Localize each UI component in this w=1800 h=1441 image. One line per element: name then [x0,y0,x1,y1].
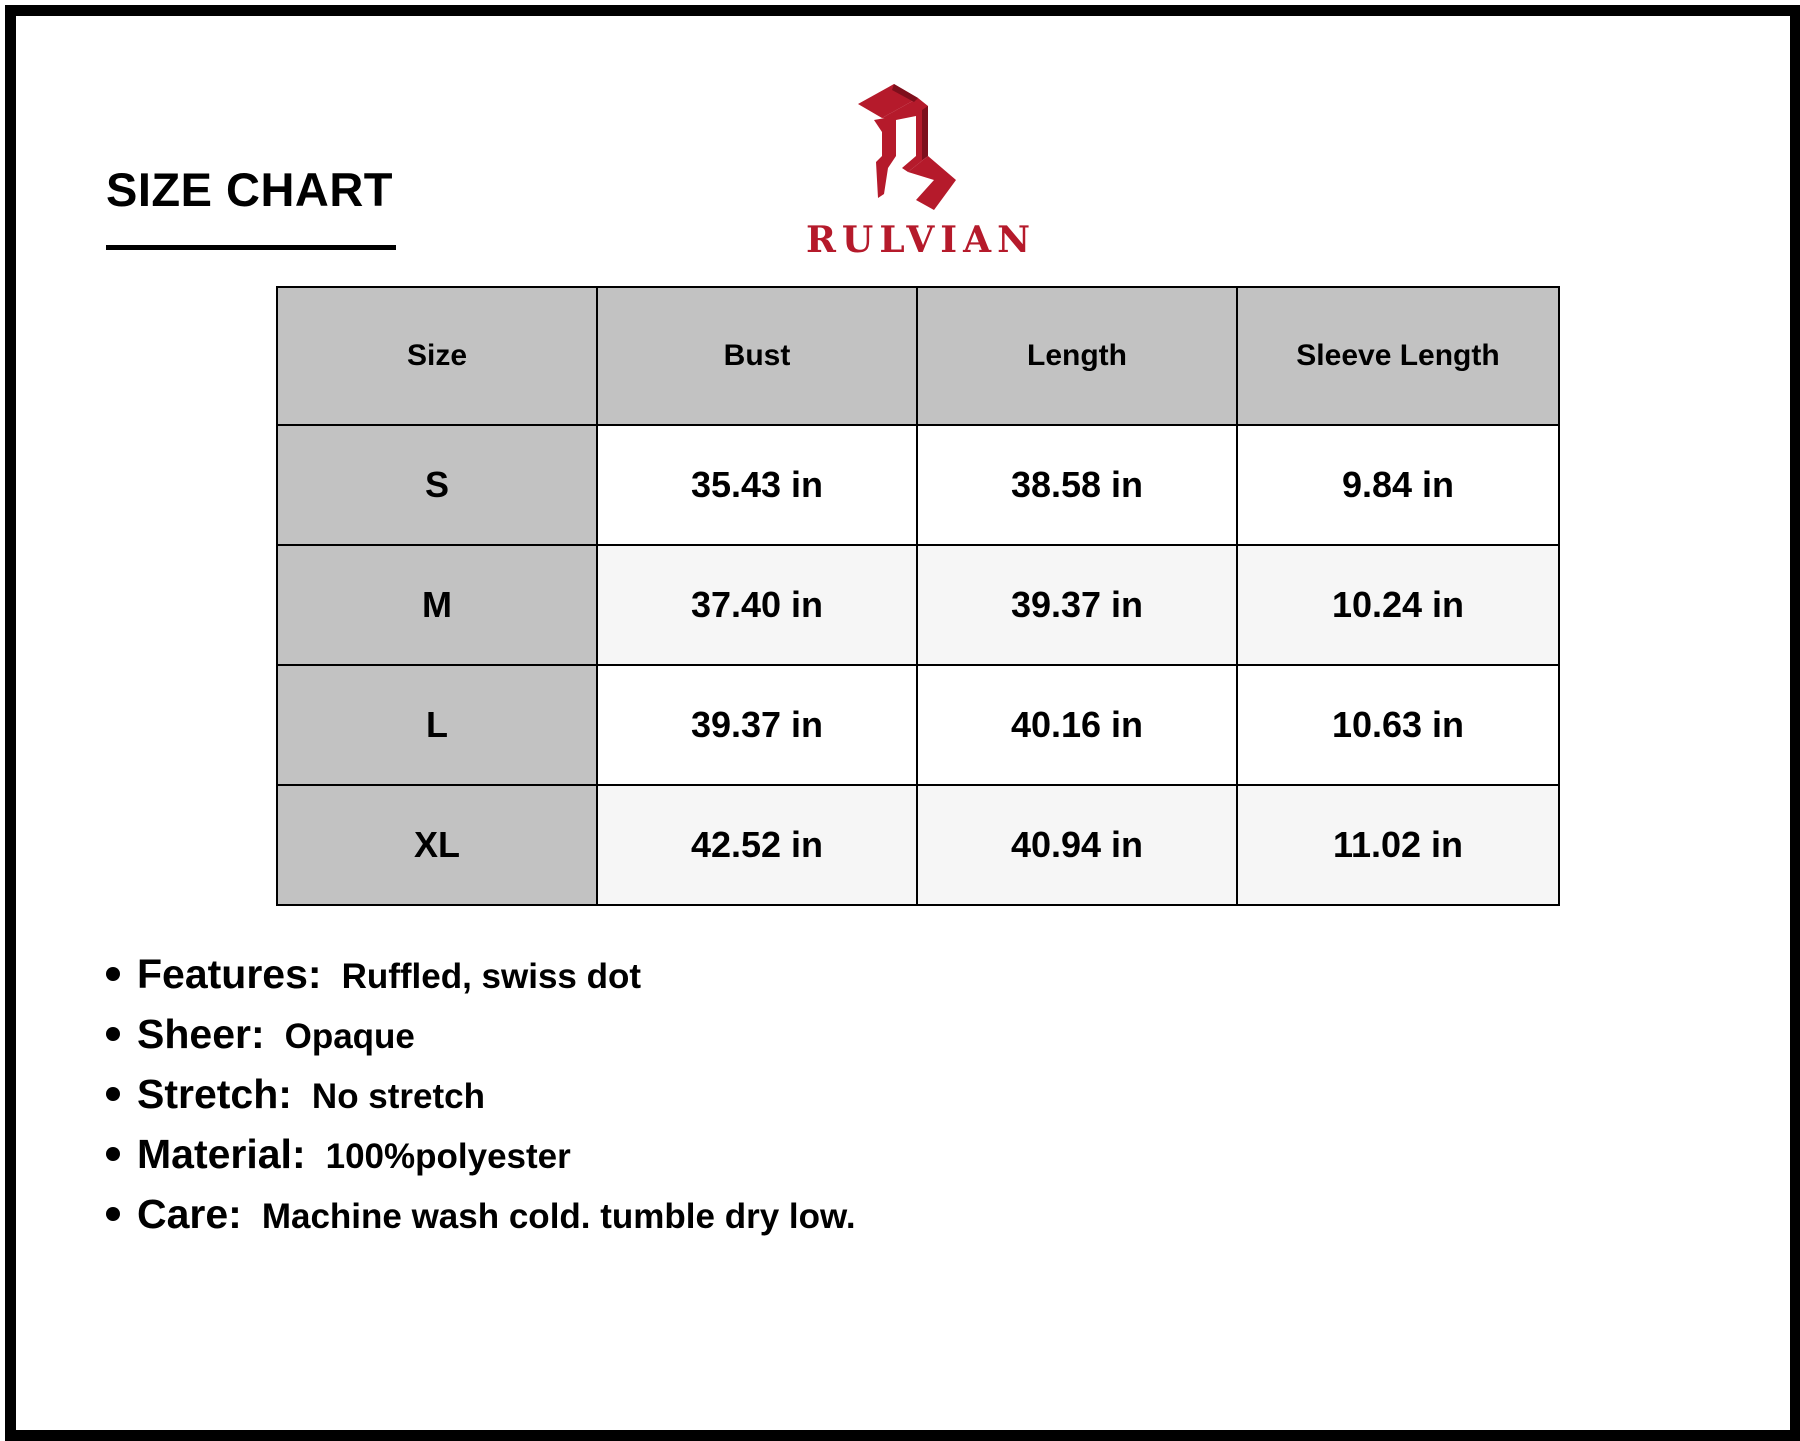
bust-cell: 39.37 in [597,665,917,785]
feature-label: Features: [137,951,322,997]
feature-label: Sheer: [137,1011,265,1057]
length-cell: 39.37 in [917,545,1237,665]
sleeve-cell: 9.84 in [1237,425,1559,545]
feature-label: Stretch: [137,1071,292,1117]
feature-value: Machine wash cold. tumble dry low. [261,1197,856,1236]
bullet-icon [106,1027,120,1041]
feature-label: Material: [137,1131,306,1177]
brand-wordmark: RULVIAN [806,219,1036,261]
column-header-size: Size [277,287,597,425]
bust-cell: 42.52 in [597,785,917,905]
length-cell: 40.16 in [917,665,1237,785]
bullet-icon [106,1207,120,1221]
feature-list [104,951,856,1251]
feature-value: No stretch [311,1077,486,1116]
size-cell: M [277,545,597,665]
bust-cell: 35.43 in [597,425,917,545]
sleeve-cell: 10.24 in [1237,545,1559,665]
title-underline [106,245,396,250]
size-chart-table [276,286,1560,906]
sleeve-cell: 11.02 in [1237,785,1559,905]
list-item [104,1071,856,1131]
length-cell: 40.94 in [917,785,1237,905]
feature-value: 100%polyester [325,1137,571,1176]
table-row [277,545,1559,665]
list-item [104,1191,856,1251]
feature-value: Ruffled, swiss dot [341,957,642,996]
table-row [277,425,1559,545]
list-item [104,1131,856,1191]
table-row [277,785,1559,905]
column-header-length: Length [917,287,1237,425]
brand-logo [796,76,1046,266]
logo-glyph [858,84,956,210]
feature-value: Opaque [284,1017,415,1056]
r-monogram-logo-icon [796,76,1046,216]
feature-label: Care: [137,1191,242,1237]
table-header-row [277,287,1559,425]
size-cell: L [277,665,597,785]
length-cell: 38.58 in [917,425,1237,545]
size-cell: XL [277,785,597,905]
bullet-icon [106,967,120,981]
size-cell: S [277,425,597,545]
bullet-icon [106,1147,120,1161]
column-header-sleeve-length: Sleeve Length [1237,287,1559,425]
table-row [277,665,1559,785]
column-header-bust: Bust [597,287,917,425]
page-title: SIZE CHART [106,163,393,216]
bust-cell: 37.40 in [597,545,917,665]
page-frame [5,5,1800,1441]
list-item [104,1011,856,1071]
bullet-icon [106,1087,120,1101]
sleeve-cell: 10.63 in [1237,665,1559,785]
list-item [104,951,856,1011]
